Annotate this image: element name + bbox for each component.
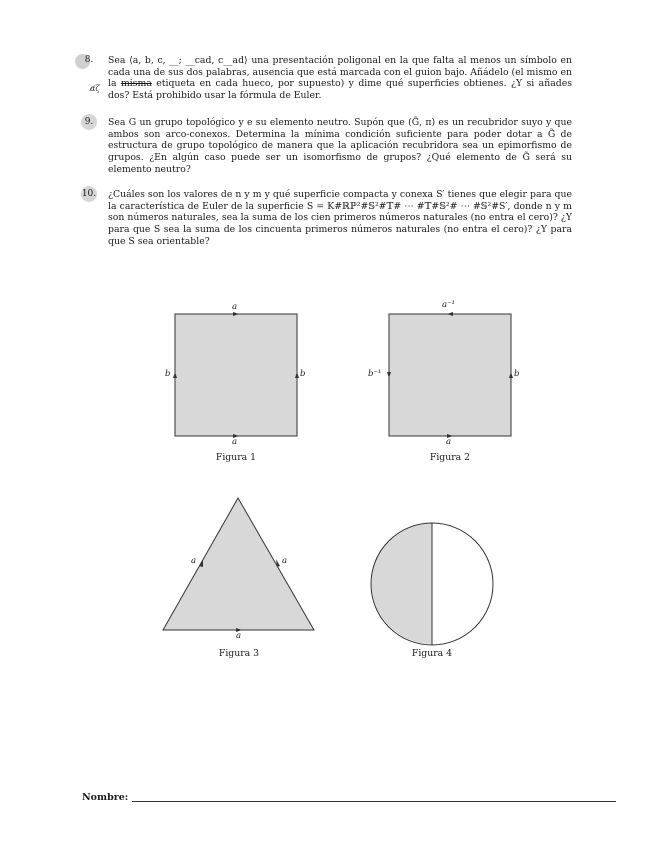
fig4-caption: Figura 4 <box>411 648 453 659</box>
fig3-label-left: a <box>191 556 197 566</box>
problem-number: 10. <box>81 186 97 202</box>
fig2-label-bottom: a <box>446 437 452 447</box>
name-label: Nombre: <box>82 792 129 803</box>
fig1-label-top: a <box>232 302 238 312</box>
fig1-label-bottom: a <box>232 437 238 447</box>
fig2-label-top: a⁻¹ <box>442 300 455 310</box>
problem-number: 8. <box>84 55 94 65</box>
margin-note: α̸ζ <box>90 84 100 93</box>
fig1-label-right: b <box>300 369 306 379</box>
fig1-square <box>175 314 297 436</box>
fig4-left-half <box>372 523 433 644</box>
fig2-label-right: b <box>514 369 520 379</box>
problem-text: Sea G un grupo topológico y e su elemento neutro. Supón que (G̃, π) es un recubridor suyo y que ambos son arco-conexos. Determina la mínima condición suficiente para poder dotar a G̃ de estructura de grupo topológico de manera que la aplicación recubridora sea un epimorfismo de grupos. ¿En algún caso puede ser un isomorfismo de grupos? ¿Qué elemento de G̃ será su elemento neutro? <box>108 117 572 175</box>
fig1-label-left: b <box>165 369 171 379</box>
fig2-square <box>389 314 511 436</box>
fig3-label-right: a <box>282 556 288 566</box>
fig3-label-bottom: a <box>236 631 242 641</box>
name-field[interactable] <box>132 801 616 802</box>
problem-text: ¿Cuáles son los valores de n y m y qué superficie compacta y conexa S′ tienes que elegir para que la característica de Euler de la superficie S = K#ℝℙ²#𝕊²#𝕋# ⋯ #𝕋#𝕊²# ⋯ #𝕊²#S′, donde n y m son números naturales, sea la suma de los cien primeros números naturales (no entra el cero)? ¿Y para que S sea la suma de los cincuenta primeros números naturales (no entra el cero)? ¿Y para que S sea orientable? <box>108 189 572 247</box>
problem-number: 9. <box>81 114 97 130</box>
fig1-caption: Figura 1 <box>215 452 257 463</box>
fig2-caption: Figura 2 <box>429 452 471 463</box>
problem-text: Sea ⟨a, b, c, __; __cad, c__ad⟩ una presentación poligonal en la que falta al menos un símbolo en cada una de sus dos palabras, ausencia que está marcada con el guion bajo. Añádelo (el mismo en la misma etiqueta en cada hueco, por supuesto) y dime qué superficies obtienes. ¿Y si añades dos? Está prohibido usar la fórmula de Euler. <box>108 55 572 102</box>
fig3-triangle <box>163 498 314 630</box>
fig2-label-left: b⁻¹ <box>368 369 382 379</box>
fig3-left-arrow <box>199 559 203 567</box>
fig3-caption: Figura 3 <box>218 648 260 659</box>
